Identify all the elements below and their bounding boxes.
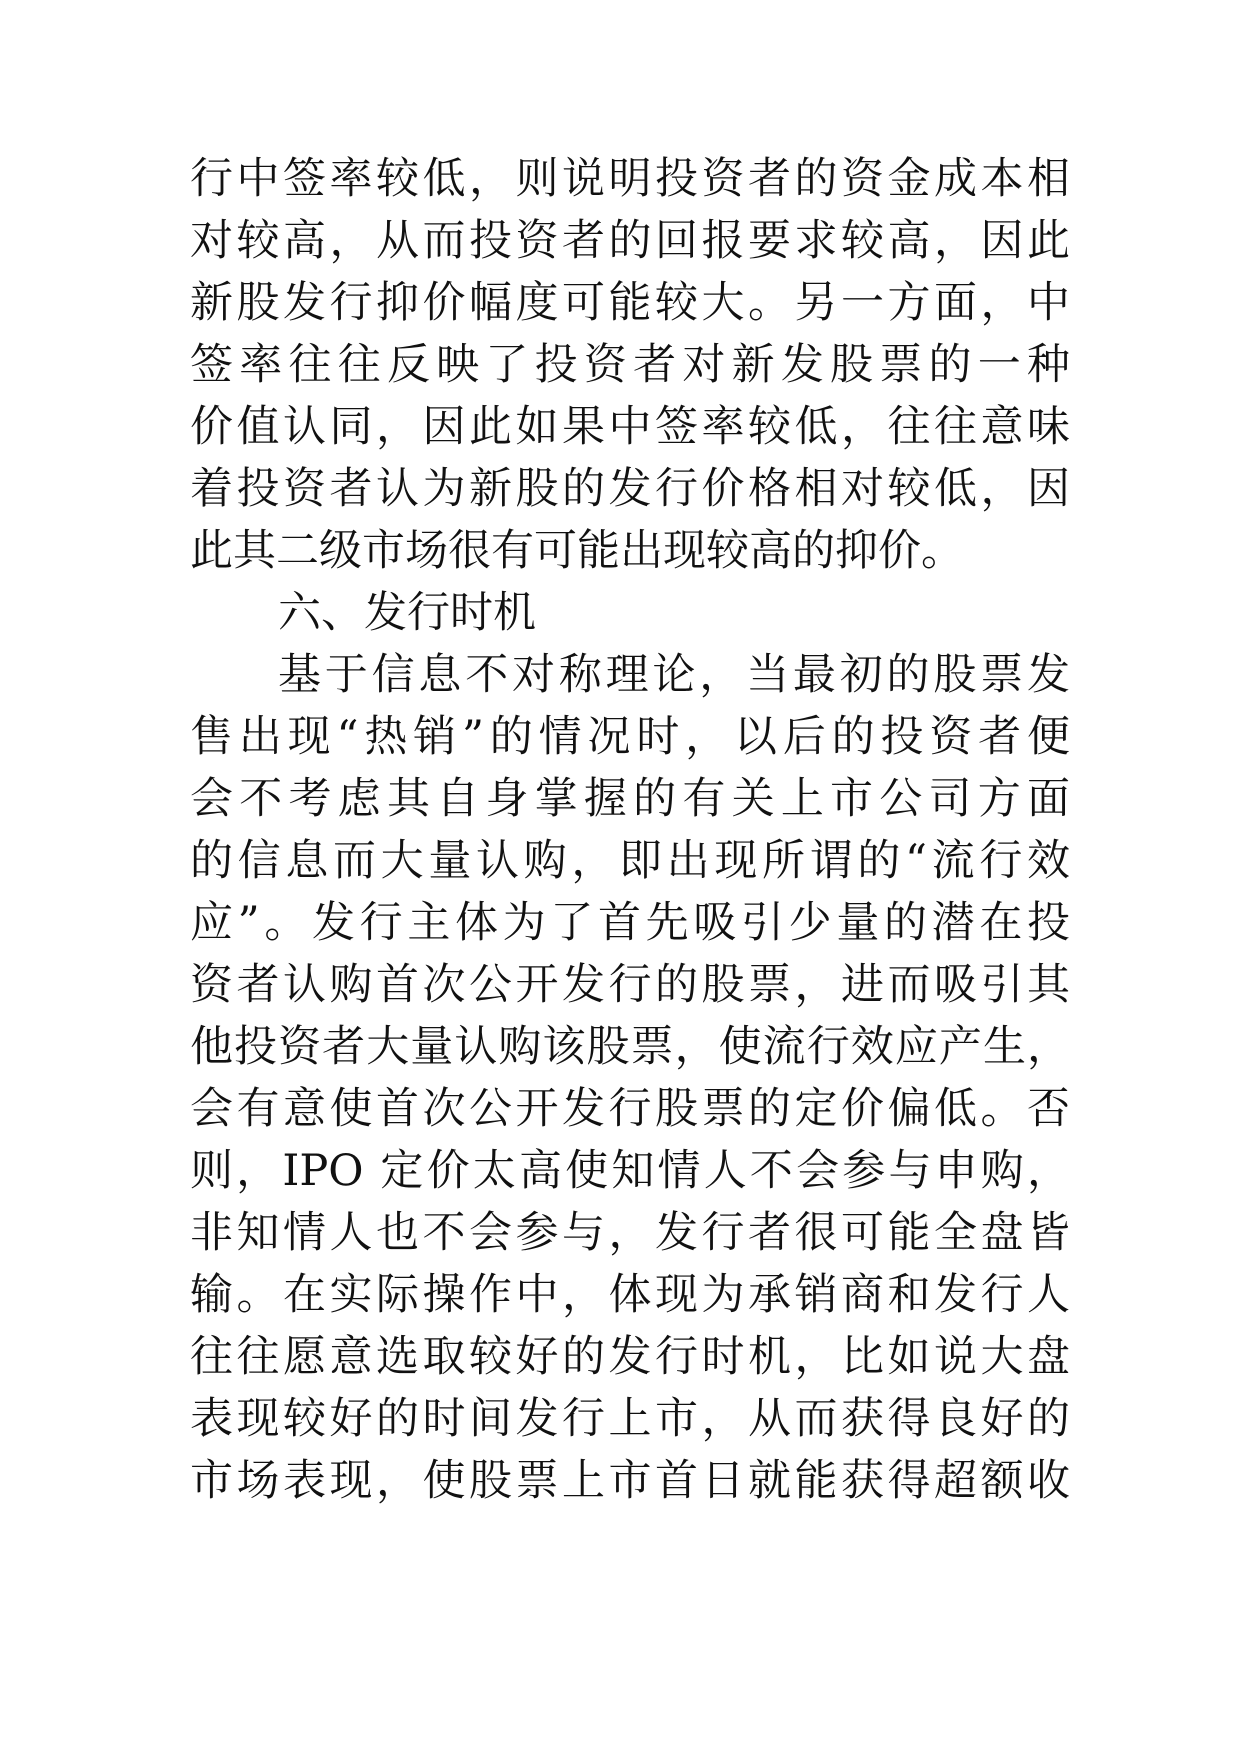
text-line: 此其二级市场很有可能出现较高的抑价。 — [190, 526, 964, 576]
text-line: 对较高，从而投资者的回报要求较高，因此 — [190, 216, 1070, 266]
body-text — [190, 148, 1070, 1512]
text-line: 价值认同，因此如果中签率较低，往往意味 — [190, 402, 1070, 452]
text-line: 着投资者认为新股的发行价格相对较低，因 — [190, 464, 1070, 514]
text-line: 资者认购首次公开发行的股票，进而吸引其 — [190, 960, 1070, 1010]
text-line: 输。在实际操作中，体现为承销商和发行人 — [190, 1270, 1070, 1320]
text-line: 售出现“热销”的情况时，以后的投资者便 — [190, 712, 1070, 762]
text-line: 新股发行抑价幅度可能较大。另一方面，中 — [190, 278, 1070, 328]
text-line: 市场表现，使股票上市首日就能获得超额收 — [190, 1456, 1070, 1506]
text-line: 则，IPO 定价太高使知情人不会参与申购， — [190, 1146, 1070, 1196]
text-line: 表现较好的时间发行上市，从而获得良好的 — [190, 1394, 1070, 1444]
text-line: 会有意使首次公开发行股票的定价偏低。否 — [190, 1084, 1070, 1134]
text-line: 的信息而大量认购，即出现所谓的“流行效 — [190, 836, 1070, 886]
text-line: 往往愿意选取较好的发行时机，比如说大盘 — [190, 1332, 1070, 1382]
text-line: 非知情人也不会参与，发行者很可能全盘皆 — [190, 1208, 1070, 1258]
text-line: 应”。发行主体为了首先吸引少量的潜在投 — [190, 898, 1070, 948]
section-heading: 六、发行时机 — [278, 588, 536, 638]
text-line: 行中签率较低，则说明投资者的资金成本相 — [190, 154, 1070, 204]
text-line: 签率往往反映了投资者对新发股票的一种 — [190, 340, 1070, 390]
text-line: 他投资者大量认购该股票，使流行效应产生， — [190, 1022, 1070, 1072]
text-line: 会不考虑其自身掌握的有关上市公司方面 — [190, 774, 1070, 824]
text-line: 基于信息不对称理论，当最初的股票发 — [278, 650, 1070, 700]
